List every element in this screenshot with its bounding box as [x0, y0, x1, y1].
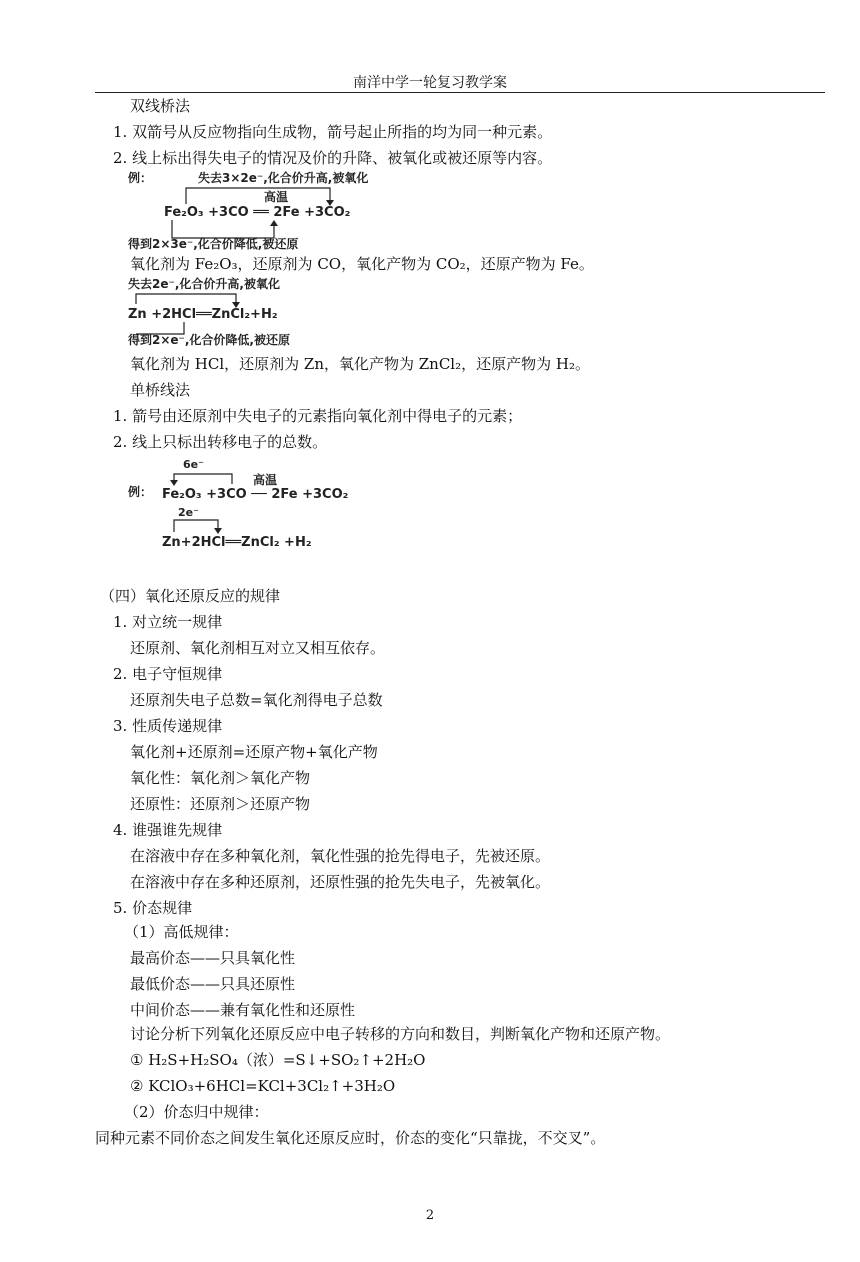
section-title-single-bridge: 单桥线法 [130, 381, 191, 399]
law-4-text-2: 在溶液中存在多种还原剂，还原性强的抢先失电子，先被氧化。 [130, 873, 551, 891]
diagram-double-bridge-zn [128, 274, 358, 346]
bottom-annotation: 得到2×e⁻,化合价降低,被还原 [128, 333, 290, 347]
law-3-text-2: 氧化性：氧化剂＞氧化产物 [130, 769, 311, 787]
law-4-title: 4. 谁强谁先规律 [113, 821, 223, 839]
law-3-text-3: 还原性：还原剂＞还原产物 [130, 795, 311, 813]
section-heading-rules: （四）氧化还原反应的规律 [100, 587, 281, 605]
equation: Fe₂O₃ +3CO ══ 2Fe +3CO₂ [164, 205, 351, 220]
law-2-title: 2. 电子守恒规律 [113, 665, 223, 683]
law-5-sub-1: （1）高低规律： [124, 923, 239, 941]
law-2-text: 还原剂失电子总数=氧化剂得电子总数 [130, 691, 383, 709]
equation-1: Fe₂O₃ +3CO ── 2Fe +3CO₂ [162, 487, 349, 502]
equation-2: Zn+2HCl══ZnCl₂ +H₂ [162, 535, 312, 550]
top-annotation: 失去3×2e⁻,化合价升高,被氧化 [198, 171, 369, 185]
law-5-conclusion: 同种元素不同价态之间发生氧化还原反应时，价态的变化“只靠拢，不交叉”。 [95, 1129, 606, 1147]
law-3-title: 3. 性质传递规律 [113, 717, 223, 735]
condition-label: 高温 [264, 190, 289, 204]
example-label: 例： [128, 485, 153, 499]
single-rule-item-1: 1. 箭号由还原剂中失电子的元素指向氧化剂中得电子的元素； [113, 407, 523, 425]
law-4-text-1: 在溶液中存在多种氧化剂，氧化性强的抢先得电子，先被还原。 [130, 847, 551, 865]
law-3-text-1: 氧化剂+还原剂=还原产物+氧化产物 [130, 743, 378, 761]
single-rule-item-2: 2. 线上只标出转移电子的总数。 [113, 433, 328, 451]
rule-item-2: 2. 线上标出得失电子的情况及价的升降、被氧化或被还原等内容。 [113, 149, 553, 167]
law-5-line-highest: 最高价态——只具氧化性 [130, 949, 296, 967]
reaction-2: ② KClO₃+6HCl=KCl+3Cl₂↑+3H₂O [130, 1077, 396, 1095]
law-5-line-lowest: 最低价态——只具还原性 [130, 975, 296, 993]
equation: Zn +2HCl══ZnCl₂+H₂ [128, 307, 278, 322]
header-rule [95, 92, 825, 93]
diagram-single-bridge [128, 456, 378, 552]
bottom-annotation: 得到2×3e⁻,化合价降低,被还原 [128, 237, 299, 251]
top-annotation: 失去2e⁻,化合价升高,被氧化 [128, 277, 280, 291]
summary-line-1: 氧化剂为 Fe₂O₃，还原剂为 CO，氧化产物为 CO₂，还原产物为 Fe。 [130, 255, 594, 273]
electron-label-2e: 2e⁻ [178, 506, 199, 519]
page-header: 南洋中学一轮复习教学案 [353, 75, 507, 91]
example-label: 例： [128, 171, 153, 185]
electron-label-6e: 6e⁻ [183, 458, 204, 471]
law-5-title: 5. 价态规律 [113, 899, 193, 917]
diagram-double-bridge-fe2o3 [128, 168, 408, 250]
law-5-sub-2: （2）价态归中规律： [124, 1103, 269, 1121]
law-5-line-middle: 中间价态——兼有氧化性和还原性 [130, 1001, 356, 1019]
rule-item-1: 1. 双箭号从反应物指向生成物，箭号起止所指的均为同一种元素。 [113, 123, 553, 141]
discussion-prompt: 讨论分析下列氧化还原反应中电子转移的方向和数目，判断氧化产物和还原产物。 [130, 1025, 671, 1043]
reaction-1: ① H₂S+H₂SO₄（浓）=S↓+SO₂↑+2H₂O [130, 1051, 426, 1069]
law-1-title: 1. 对立统一规律 [113, 613, 223, 631]
summary-line-2: 氧化剂为 HCl，还原剂为 Zn，氧化产物为 ZnCl₂，还原产物为 H₂。 [130, 355, 590, 373]
condition-label: 高温 [253, 473, 278, 487]
page-number: 2 [425, 1208, 435, 1223]
law-1-text: 还原剂、氧化剂相互对立又相互依存。 [130, 639, 386, 657]
section-title-double-bridge: 双线桥法 [130, 97, 191, 115]
